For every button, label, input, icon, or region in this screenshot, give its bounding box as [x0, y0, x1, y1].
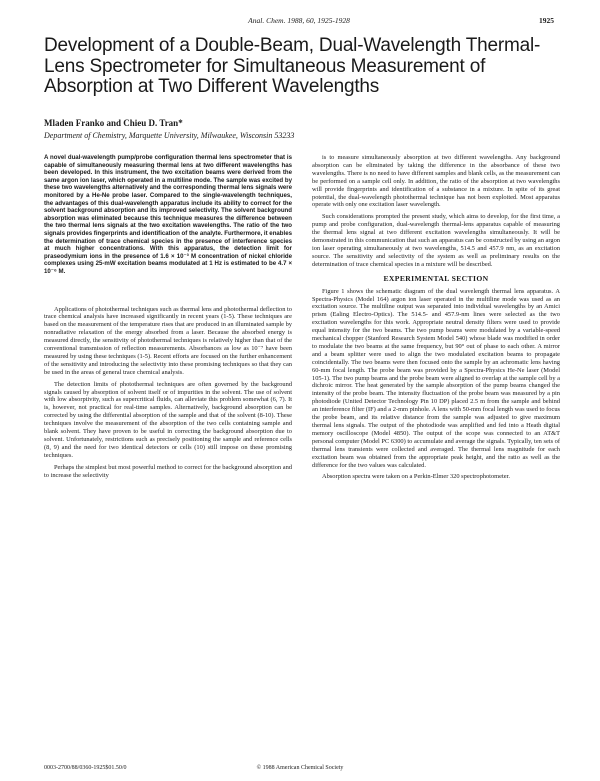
body-paragraph: is to measure simultaneously absorption at two different wavelengths. Any background absorption can be eliminated by taking the difference in the absorbance of these two wavelengths. There is no need to have different samples and blank cells, as the measurement can be performed on a sample cell only. In addition, the ratio of the absorption at two wavelengths will provide fingerprints and identification of a substance in a mixture. In spite of its great potential, the dual-wavelength photothermal technique has not been exploited. Most apparatus operate with only one excitation laser wavelength. — [312, 154, 560, 209]
page-number: 1925 — [539, 16, 554, 25]
body-paragraph: Perhaps the simplest but most powerful method to correct for the background absorption and to increase the selectivity — [44, 463, 292, 479]
body-paragraph: Figure 1 shows the schematic diagram of the dual wavelength thermal lens apparatus. A Spectra-Physics (Model 164) argon ion laser operated in the multiline mode was used as an excitation source. The multiline output was separated into individual wavelengths by an Amici prism (Ealing Electro-Optics). The 514.5- and 457.9-nm lines were selected as the two excitation wavelengths for this work. Appropriate neutral density filters were used to provide equal intensity for the two beams. The two pump beams were modulated by a variable-speed mechanical chopper (Stanford Research System Model 540) whose blade was modified in order to modulate the two beams at the same frequency, but 90° out of phase to each other. A mirror and a beam splitter were used to align the two modulated excitation beams to propagate coincidentally. The two beams were then focused onto the sample by an achromatic lens having 60-mm focal length. The probe beam was provided by a Spectra-Physics He-Ne laser (Model 105-1). The two pump beams and the probe beam were aligned to overlap at the sample cell by a dichroic mirror. The heat generated by the sample absorption of the pump beams changed the intensity of the probe beam. The intensity fluctuation of the probe beam was measured by a pin photodiode (United Detector Technology Pin 10 DP) placed 2.5 m from the sample and behind an interference filter (IF) and a 2-mm pinhole. A lens with 50-mm focal length was used to focus the probe beam, and its relative distance from the sample was adjusted to give maximum thermal lens signals. The output of the photodiode was amplified and fed into a Heath digital memory oscilloscope (Model 4850). The output of the scope was connected to an AT&T personal computer (Model PC 6300) to accumulate and average the signals. Typically, ten sets of thermal lens transients were collected and averaged. The thermal lens magnitude for each excitation beam was obtained from the appropriate peak height, and the ratio as well as the difference for the two values was calculated. — [312, 287, 560, 469]
copyright-notice: © 1988 American Chemical Society — [256, 765, 344, 771]
body-paragraph: Such considerations prompted the present study, which aims to develop, for the first time, a pump and probe configuration, dual-wavelength thermal-lens apparatus capable of measuring the thermal lens signal at two different excitation wavelengths simultaneously. It will be demonstrated in this communication that such an apparatus can be constructed by using an argon ion laser operating simultaneously at two wavelengths, 514.5 and 457.9 nm, as an excitation source. The sensitivity and selectivity of the system as well as preliminary results on the determination of trace chemical species in a mixture will be described. — [312, 213, 560, 268]
article-code: 0003-2700/88/0360-1925$01.50/0 — [44, 765, 127, 771]
author-affiliation: Department of Chemistry, Marquette University, Milwaukee, Wisconsin 53233 — [44, 131, 295, 140]
article-title: Development of a Double-Beam, Dual-Wavelength Thermal-Lens Spectrometer for Simultaneous Measurement of Absorption at Two Different Wavelengths — [44, 35, 541, 97]
body-paragraph: Absorption spectra were taken on a Perkin-Elmer 320 spectrophotometer. — [322, 473, 510, 481]
running-header — [44, 16, 554, 28]
left-column — [44, 154, 292, 484]
article-authors: Mladen Franko and Chieu D. Tran* — [44, 118, 183, 128]
journal-citation: Anal. Chem. 1988, 60, 1925-1928 — [248, 16, 350, 25]
section-heading: EXPERIMENTAL SECTION — [383, 273, 489, 283]
abstract: A novel dual-wavelength pump/probe configuration thermal lens spectrometer that is capable of simultaneously measuring thermal lens at two different wavelengths has been developed. In this instrument, the two excitation beams were derived from the same argon ion laser, which operated in a multiline mode. The sample was excited by these two wavelengths alternatively and the corresponding thermal lens signals were monitored by a He-Ne probe laser. Compared to the single-wavelength techniques, the advantages of this dual-wavelength apparatus include its ability to correct for the solvent background absorption and its improved selectivity. The solvent background absorption was eliminated because this technique measures the difference between the two thermal lens signals at the two excitation wavelengths. The ratio of the two signals provides fingerprints and identification of the analyte. Furthermore, it enables the determination of trace chemical species in the presence of interference species at much higher concentrations. With this apparatus, the detection limit for praseodymium ions in the presence of 1.6 × 10⁻³ M concentration of nickel chloride complexes using 25-mW excitation beams modulated at 1 Hz is estimated to be 4.7 × 10⁻⁶ M. — [44, 154, 292, 275]
body-paragraph: Applications of photothermal techniques such as thermal lens and photothermal deflection to trace chemical analysis have increased significantly in recent years (1-5). These techniques are based on the measurement of the temperature rises that are produced in an illuminated sample by nonradiative relaxation of the energy absorbed from a laser. Because the absorbed energy is measured directly, the sensitivity of photothermal techniques is relatively higher than that of the conventional transmission of reflection measurements. Absorbances as low as 10⁻⁷ have been measured by using these techniques (1-5). Recent efforts are focused on the further enhancement of the sensitivity and introducing the selectivity into these promising techniques so that they can be used in the areas of general trace chemical analysis. — [44, 305, 292, 376]
body-paragraph: The detection limits of photothermal techniques are often governed by the background signals caused by absorption of solvent itself or of impurities in the solvent. The use of solvent with low absorptivity, such as supercritical fluids, can alleviate this problem somewhat (6, 7). It is, however, not practical for real-time samples. Alternatively, background absorption can be corrected by using the differential absorption of the sample and that of the solvent (8-10). These techniques involve the measurement of the absorption of the two cells containing sample and blank solvent. They have proven to be useful in correcting the background absorption due to solvent. Unfortunately, restrictions such as precisely positioning the sample and reference cells (8, 9) and the need for two identical detectors or cells (10) still impose on these promising techniques. — [44, 380, 292, 459]
right-column — [312, 154, 560, 485]
